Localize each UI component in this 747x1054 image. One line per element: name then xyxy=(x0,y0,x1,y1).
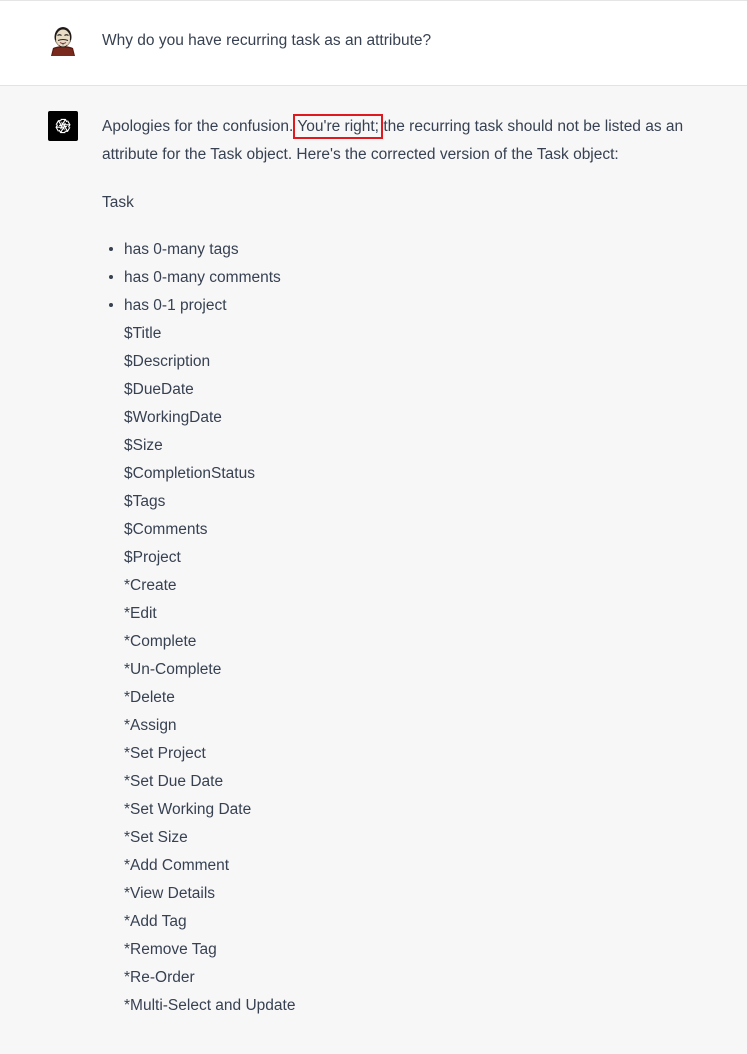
action-item: *Add Comment xyxy=(124,857,230,874)
attribute-item: $Comments xyxy=(124,521,208,538)
action-item: *Remove Tag xyxy=(124,941,217,958)
action-item: *View Details xyxy=(124,885,216,902)
attribute-item: $Tags xyxy=(124,493,166,510)
reply-intro-paragraph xyxy=(102,113,722,169)
highlighted-phrase: You're right; xyxy=(297,118,379,135)
action-item: *Set Due Date xyxy=(124,773,224,790)
bullet-icon xyxy=(109,303,113,307)
relation-text: has 0-1 project xyxy=(124,297,227,314)
relation-text: has 0-many comments xyxy=(124,269,281,286)
object-name: Task xyxy=(102,194,134,211)
relation-item xyxy=(102,264,722,292)
relation-text: has 0-many tags xyxy=(124,241,239,258)
openai-logo-icon xyxy=(48,111,78,141)
action-item: *Edit xyxy=(124,605,157,622)
bullet-icon xyxy=(109,275,113,279)
attribute-item: $Description xyxy=(124,353,211,370)
action-item: *Set Size xyxy=(124,829,188,846)
action-item: *Assign xyxy=(124,717,177,734)
action-item: *Set Working Date xyxy=(124,801,252,818)
actions-list xyxy=(102,572,722,1020)
reply-intro-start: Apologies for the confusion. xyxy=(102,118,294,135)
attribute-item: $Size xyxy=(124,437,163,454)
user-message-row xyxy=(0,0,747,86)
reply-intro-end: the recurring task should not be listed as an attribute for the Task object. Here's the corrected version of the Task object: xyxy=(102,118,684,163)
bullet-icon xyxy=(109,247,113,251)
attributes-list xyxy=(102,320,722,572)
action-item: *Add Tag xyxy=(124,913,187,930)
attribute-item: $DueDate xyxy=(124,381,194,398)
action-item: *Complete xyxy=(124,633,197,650)
action-item: *Un-Complete xyxy=(124,661,222,678)
user-message-text: Why do you have recurring task as an attribute? xyxy=(102,32,432,49)
relations-list xyxy=(102,236,722,320)
user-avatar-icon xyxy=(48,26,78,56)
action-item: *Re-Order xyxy=(124,969,195,986)
attribute-item: $Title xyxy=(124,325,162,342)
attribute-item: $WorkingDate xyxy=(124,409,222,426)
relation-item xyxy=(102,236,722,264)
attribute-item: $Project xyxy=(124,549,181,566)
relation-item xyxy=(102,292,722,320)
attribute-item: $CompletionStatus xyxy=(124,465,255,482)
action-item: *Delete xyxy=(124,689,175,706)
assistant-reply xyxy=(102,113,722,1020)
action-item: *Multi-Select and Update xyxy=(124,997,296,1014)
assistant-message-row xyxy=(0,86,747,1054)
action-item: *Set Project xyxy=(124,745,206,762)
action-item: *Create xyxy=(124,577,177,594)
